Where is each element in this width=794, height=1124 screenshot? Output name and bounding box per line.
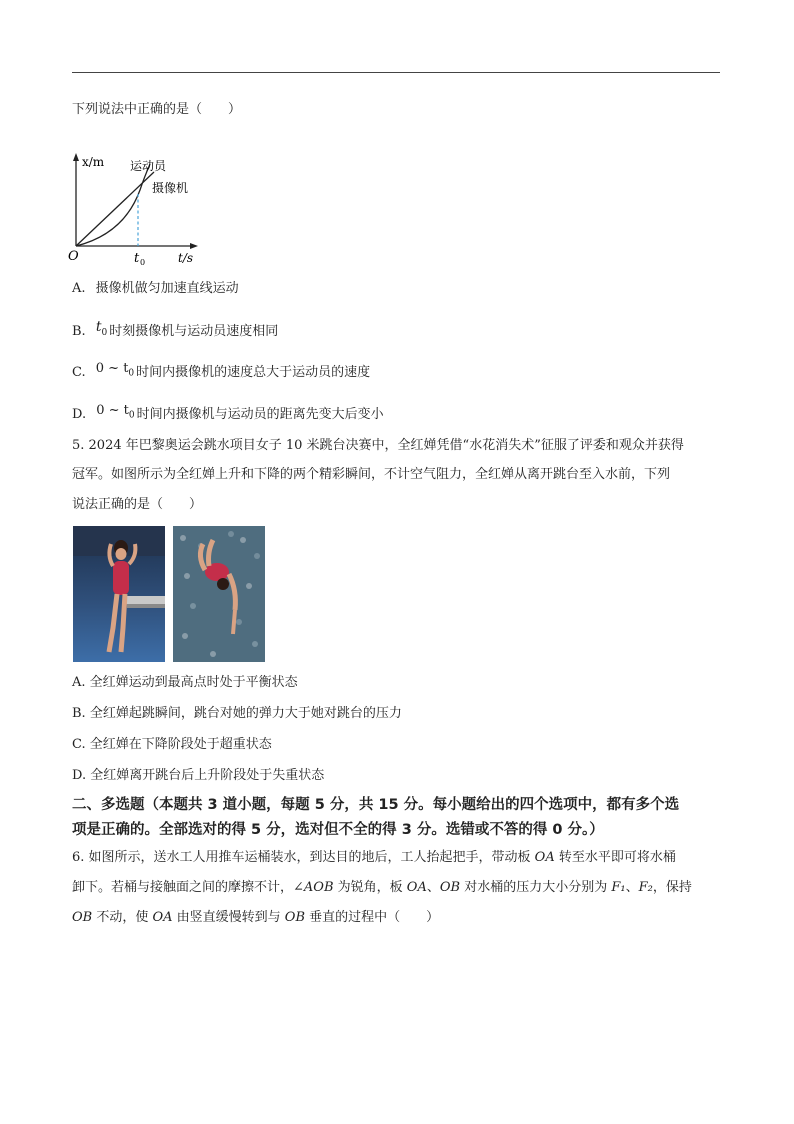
t0-label-base: t <box>134 251 140 266</box>
q6-line-2: 卸下。若桶与接触面之间的摩擦不计，∠AOB 为锐角，板 OA、OB 对水桶的压力大小分别为 F₁、F₂，保持 <box>72 880 692 895</box>
t0-label-sub: 0 <box>140 258 146 267</box>
q4-option-d <box>72 402 384 425</box>
q6-line-3: OB 不动，使 OA 由竖直缓慢转到与 OB 垂直的过程中（ ） <box>72 910 440 925</box>
option-a-label: A. <box>72 281 86 296</box>
q4-option-a <box>72 280 239 298</box>
section-2-heading-line-1: 二、多选题（本题共 3 道小题，每题 5 分，共 15 分。每小题给出的四个选项中，都有多个选 <box>72 797 680 813</box>
diver-descending-photo <box>173 526 265 662</box>
q5-option-b: B. 全红婵起跳瞬间，跳台对她的弹力大于她对跳台的压力 <box>72 706 402 721</box>
option-a-text: 摄像机做匀加速直线运动 <box>95 281 239 296</box>
origin-label: O <box>68 249 79 264</box>
section-2-heading-line-2: 项是正确的。全部选对的得 5 分，选对但不全的得 3 分。选错或不答的得 0 分。） <box>72 822 604 838</box>
option-d-label: D. <box>72 407 87 422</box>
x-axis-label: t/s <box>178 251 194 265</box>
q4-option-c <box>72 360 370 383</box>
q5-option-c: C. 全红婵在下降阶段处于超重状态 <box>72 737 272 752</box>
option-c-label: C. <box>72 365 86 380</box>
option-b-t0: $t_0$ <box>95 319 108 338</box>
q5-line-2: 冠军。如图所示为全红婵上升和下降的两个精彩瞬间，不计空气阻力，全红婵从离开跳台至入水前，下列 <box>72 467 671 482</box>
option-d-range: 0 ~ $t_0$ <box>96 403 135 421</box>
athlete-curve-label: 运动员 <box>130 159 167 173</box>
q5-option-d: D. 全红婵离开跳台后上升阶段处于失重状态 <box>72 768 325 783</box>
option-d-text: 时间内摄像机与运动员的距离先变大后变小 <box>136 407 384 422</box>
q6-line-1: 6. 如图所示，送水工人用推车运桶装水，到达目的地后，工人抬起把手，带动板 OA 转至水平即可将水桶 <box>72 850 676 865</box>
option-c-text: 时间内摄像机的速度总大于运动员的速度 <box>136 365 371 380</box>
option-b-text: 时刻摄像机与运动员速度相同 <box>109 324 279 339</box>
camera-curve-label: 摄像机 <box>152 181 189 195</box>
q4-option-b <box>72 318 278 342</box>
q5-option-a: A. 全红婵运动到最高点时处于平衡状态 <box>72 675 298 690</box>
q5-line-1: 5. 2024 年巴黎奥运会跳水项目女子 10 米跳台决赛中，全红婵凭借“水花消失术”征服了评委和观众并获得 <box>72 438 684 453</box>
x-axis-arrow <box>190 243 198 249</box>
q4-stem: 下列说法中正确的是（ ） <box>72 102 242 117</box>
option-c-range: 0 ~ $t_0$ <box>95 361 135 379</box>
x-t-graph <box>66 150 206 268</box>
y-axis-arrow <box>73 153 79 161</box>
y-axis-label: x/m <box>82 155 105 169</box>
diver-rising-photo <box>73 526 165 662</box>
header-rule <box>72 72 720 73</box>
option-b-label: B. <box>72 324 86 339</box>
camera-curve <box>76 164 150 246</box>
q5-line-3: 说法正确的是（ ） <box>72 497 203 512</box>
